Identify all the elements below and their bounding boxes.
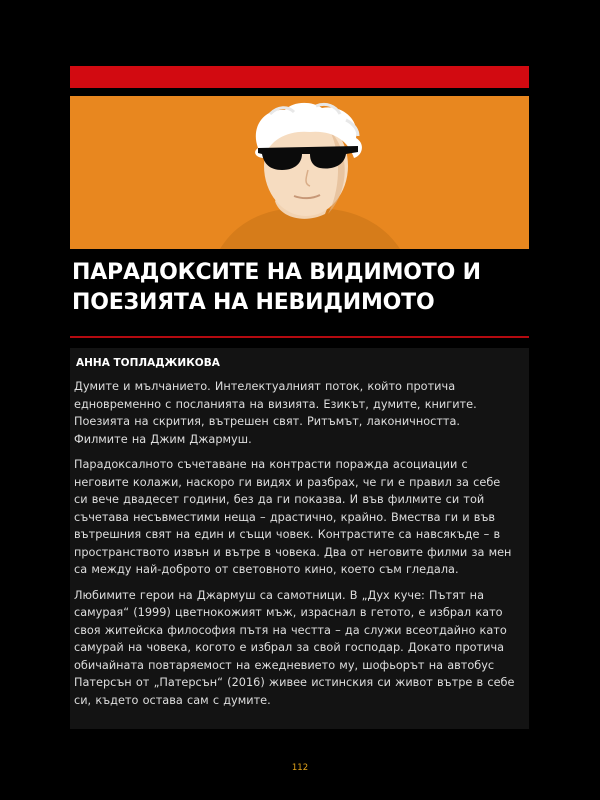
title-line: ПАРАДОКСИТЕ НА ВИДИМОТО И [72,260,481,285]
paragraph-line: си, където остава сам с думите. [74,693,271,707]
divider [70,336,529,338]
paragraph [74,587,525,710]
paragraph-line: неговите колажи, наскоро ги видях и разбрах, че ги е правил за себе [74,475,501,489]
hero-image [70,96,529,249]
paragraph-line: Поезията на скрития, вътрешен свят. Ритъмът, лаконичността. [74,415,461,428]
paragraph-line: си вече двадесет години, без да ги показва. И във филмите си той [74,493,485,506]
paragraph-line: Думите и мълчанието. Интелектуалният поток, който протича [74,380,456,393]
paragraph-line: Любимите герои на Джармуш са самотници. В „Дух куче: Пътят на [74,588,484,602]
paragraph-line: Парадоксалното съчетаване на контрасти поражда асоциации с [74,458,468,471]
paragraph-line: самурая“ (1999) цветнокожият мъж, израснал в гетото, е избрал като [74,606,503,619]
top-red-bar [70,66,529,88]
paragraph-line: самурай на човека, когото е избрал за свой господар. Докато протича [74,641,505,654]
paragraph-line: едновременно с посланията на визията. Езикът, думите, книгите. [74,397,477,411]
paragraph [74,456,525,579]
paragraph-line: вътрешния свят на един и същи човек. Контрастите са навсякъде – в [74,528,501,541]
paragraph-line: обичайната повтаряемост на ежедневието му, шофьорът на автобус [74,658,495,672]
portrait-with-sunglasses [70,96,529,249]
title-line: ПОЕЗИЯТА НА НЕВИДИМОТО [72,290,435,315]
paragraph-line: съчетава несъвместими неща – драстично, крайно. Вмества ги и във [74,510,496,524]
page-number: 112 [291,763,309,773]
article-body [70,348,529,729]
paragraph-line: пространството извън и вътре в човека. Два от неговите филми за мен [74,545,512,559]
paragraph-line: Патерсън от „Патерсън“ (2016) живее истинския си живот вътре в себе [74,676,515,689]
paragraph-line: са между най-доброто от световното кино, което съм гледала. [74,563,459,576]
author-name: АННА ТОПЛАДЖИКОВА [76,357,220,369]
paragraph-line: Филмите на Джим Джармуш. [74,432,252,446]
paragraph-line: своя житейска философия пътя на честта – да служи всеотдайно като [74,623,507,637]
article-title [72,258,528,318]
paragraph [74,378,525,448]
